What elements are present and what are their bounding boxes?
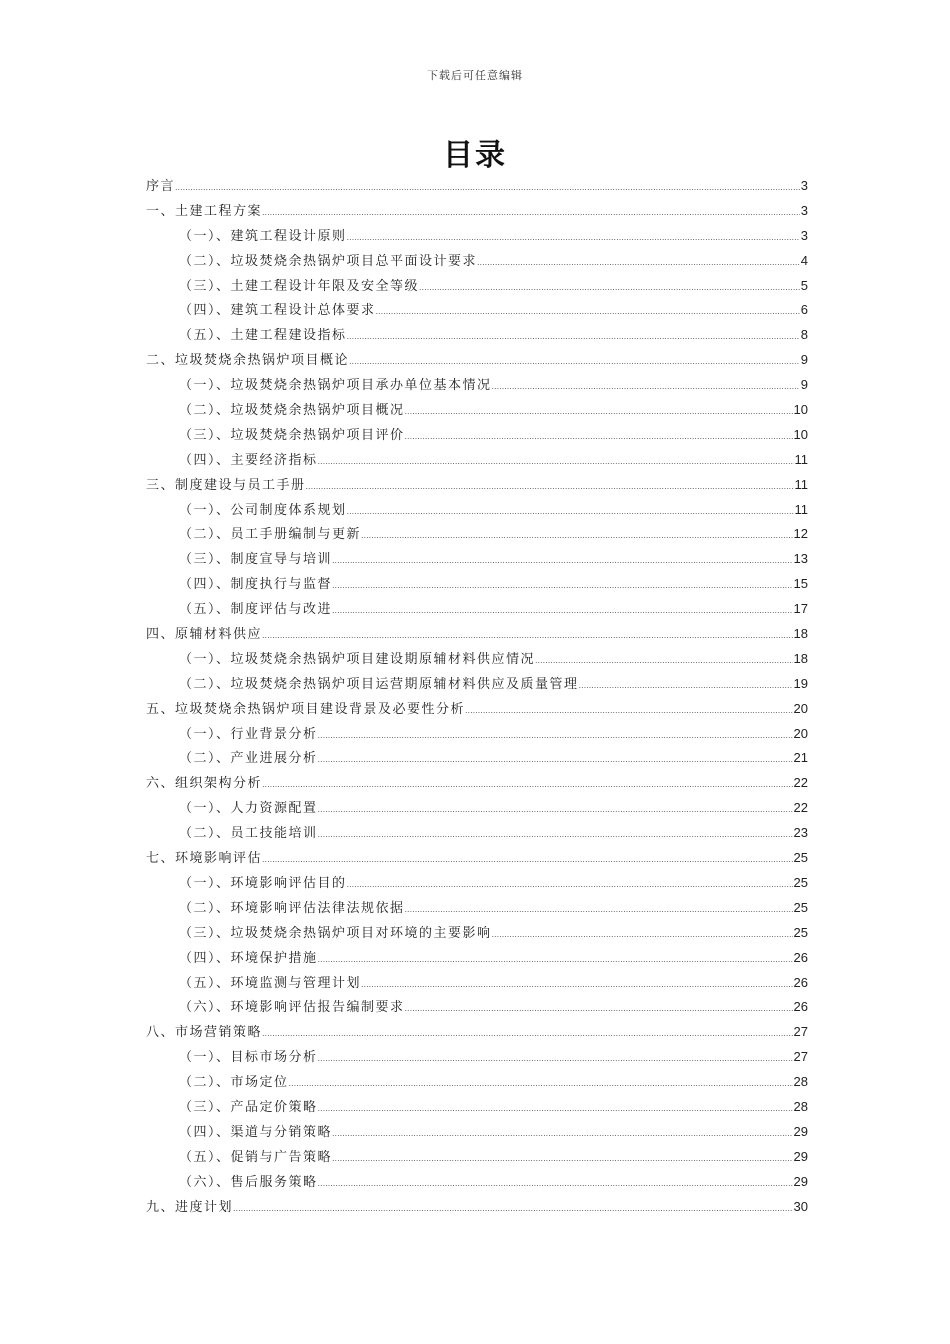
toc-dot-leader [465,699,793,724]
toc-entry-label: （三）、制度宣导与培训 [179,552,333,568]
toc-entry-page-number: 25 [793,874,808,890]
toc-dot-leader [262,848,793,873]
toc-entry-label: （五）、土建工程建设指标 [179,328,347,344]
toc-entry[interactable] [146,821,808,846]
toc-entry-page-number: 25 [793,924,808,940]
toc-dot-leader [349,350,800,375]
toc-dot-leader [318,948,793,973]
toc-entry-label: （五）、促销与广告策略 [179,1149,333,1165]
toc-entry[interactable] [146,224,808,249]
toc-entry-label: 九、进度计划 [146,1199,234,1215]
toc-dot-leader [376,300,800,325]
toc-entry[interactable] [146,846,808,871]
toc-entry-page-number: 25 [793,899,808,915]
toc-entry-page-number: 4 [800,252,808,268]
toc-entry-label: （五）、环境监测与管理计划 [179,975,362,991]
toc-dot-leader [405,997,793,1022]
toc-entry[interactable] [146,398,808,423]
toc-entry-page-number: 25 [793,850,808,866]
toc-entry[interactable] [146,522,808,547]
toc-dot-leader [318,450,794,475]
toc-entry-page-number: 20 [793,700,808,716]
toc-entry[interactable] [146,174,808,199]
toc-entry[interactable] [146,1070,808,1095]
toc-entry-label: （四）、建筑工程设计总体要求 [179,303,376,319]
toc-entry-page-number: 11 [794,476,808,492]
toc-dot-leader [419,276,800,301]
toc-entry-label: （二）、员工技能培训 [179,826,318,842]
toc-entry-page-number: 18 [793,650,808,666]
toc-dot-leader [318,1047,793,1072]
toc-dot-leader [535,649,793,674]
toc-dot-leader [318,798,793,823]
toc-entry-label: （四）、主要经济指标 [179,452,318,468]
toc-dot-leader [318,823,793,848]
toc-entry-page-number: 23 [793,825,808,841]
toc-entry-page-number: 3 [800,202,808,218]
toc-entry-label: （一）、建筑工程设计原则 [179,228,347,244]
toc-entry-page-number: 20 [793,725,808,741]
toc-dot-leader [405,400,793,425]
toc-dot-leader [289,1072,793,1097]
toc-entry-page-number: 28 [793,1098,808,1114]
toc-entry-page-number: 9 [800,352,808,368]
toc-entry-label: （二）、环境影响评估法律法规依据 [179,900,405,916]
toc-dot-leader [492,923,793,948]
page-title: 目录 [443,138,507,173]
toc-entry-label: 序言 [146,179,176,194]
toc-entry[interactable] [146,298,808,323]
toc-entry-page-number: 6 [800,302,808,318]
toc-entry[interactable] [146,647,808,672]
toc-entry-page-number: 19 [793,675,808,691]
toc-entry-label: 七、环境影响评估 [146,851,263,867]
toc-entry-label: （二）、垃圾焚烧余热锅炉项目运营期原辅材料供应及质量管理 [179,676,579,692]
toc-entry-label: （六）、环境影响评估报告编制要求 [179,1000,405,1016]
toc-dot-leader [332,599,793,624]
toc-entry-label: （四）、环境保护措施 [179,950,318,966]
toc-entry-label: （二）、垃圾焚烧余热锅炉项目概况 [179,403,405,419]
toc-entry-page-number: 17 [793,601,808,617]
toc-entry-page-number: 29 [793,1123,808,1139]
toc-entry-label: （五）、制度评估与改进 [179,602,333,618]
toc-entry[interactable] [146,622,808,647]
toc-dot-leader [318,1097,793,1122]
toc-entry[interactable] [146,971,808,996]
toc-dot-leader [347,325,800,350]
toc-dot-leader [347,873,793,898]
toc-dot-leader [262,201,800,226]
toc-entry[interactable] [146,921,808,946]
toc-entry[interactable] [146,697,808,722]
toc-entry-page-number: 3 [800,227,808,243]
toc-entry-page-number: 28 [793,1074,808,1090]
toc-entry[interactable] [146,995,808,1020]
toc-dot-leader [332,1122,793,1147]
toc-entry[interactable] [146,597,808,622]
toc-entry-page-number: 10 [793,402,808,418]
toc-entry[interactable] [146,672,808,697]
toc-entry-label: （一）、环境影响评估目的 [179,875,347,891]
toc-dot-leader [347,500,794,525]
toc-entry-label: （一）、人力资源配置 [179,801,318,817]
toc-entry-label: 二、垃圾焚烧余热锅炉项目概论 [146,353,350,369]
toc-entry[interactable] [146,1120,808,1145]
toc-entry-label: 五、垃圾焚烧余热锅炉项目建设背景及必要性分析 [146,701,466,717]
toc-entry-page-number: 13 [793,551,808,567]
toc-entry-page-number: 26 [793,999,808,1015]
toc-dot-leader [347,226,800,251]
toc-entry-label: （二）、市场定位 [179,1075,289,1091]
toc-entry[interactable] [146,547,808,572]
toc-entry[interactable] [146,1195,808,1220]
toc-dot-leader [579,674,793,699]
toc-entry[interactable] [146,473,808,498]
toc-entry-label: （二）、员工手册编制与更新 [179,527,362,543]
toc-entry-page-number: 12 [793,526,808,542]
toc-entry[interactable] [146,722,808,747]
toc-dot-leader [306,475,794,500]
toc-entry-label: （二）、产业进展分析 [179,751,318,767]
toc-entry-label: （四）、制度执行与监督 [179,577,333,593]
toc-entry-page-number: 18 [793,626,808,642]
toc-entry[interactable] [146,796,808,821]
toc-entry-page-number: 10 [793,426,808,442]
toc-entry-page-number: 27 [793,1024,808,1040]
toc-entry-label: 八、市场营销策略 [146,1025,263,1041]
toc-dot-leader [332,549,793,574]
toc-entry[interactable] [146,448,808,473]
toc-entry[interactable] [146,896,808,921]
toc-entry[interactable] [146,1095,808,1120]
toc-entry-page-number: 29 [793,1148,808,1164]
toc-entry[interactable] [146,1045,808,1070]
toc-entry[interactable] [146,871,808,896]
toc-entry-page-number: 29 [793,1173,808,1189]
toc-dot-leader [361,973,793,998]
toc-entry[interactable] [146,1020,808,1045]
toc-entry-label: （三）、土建工程设计年限及安全等级 [179,278,420,294]
toc-entry-label: （六）、售后服务策略 [179,1174,318,1190]
toc-entry-label: 三、制度建设与员工手册 [146,477,306,493]
toc-dot-leader [262,624,793,649]
toc-entry[interactable] [146,323,808,348]
toc-entry-label: （四）、渠道与分销策略 [179,1124,333,1140]
toc-entry-page-number: 27 [793,1049,808,1065]
toc-entry[interactable] [146,1145,808,1170]
toc-entry-page-number: 11 [794,451,808,467]
toc-dot-leader [318,748,793,773]
toc-entry-label: （三）、垃圾焚烧余热锅炉项目对环境的主要影响 [179,925,492,941]
toc-dot-leader [405,898,793,923]
toc-entry-page-number: 5 [800,277,808,293]
toc-dot-leader [175,176,800,201]
table-of-contents [146,174,808,1219]
toc-entry[interactable] [146,771,808,796]
toc-entry-label: 四、原辅材料供应 [146,627,263,643]
toc-entry-page-number: 8 [800,327,808,343]
toc-entry-page-number: 9 [800,377,808,393]
toc-entry-label: （一）、行业背景分析 [179,726,318,742]
toc-entry-label: 六、组织架构分析 [146,776,263,792]
toc-entry-page-number: 3 [800,178,808,193]
toc-entry-label: （二）、垃圾焚烧余热锅炉项目总平面设计要求 [179,253,478,269]
toc-entry-page-number: 15 [793,576,808,592]
toc-entry[interactable] [146,373,808,398]
toc-entry-page-number: 26 [793,974,808,990]
toc-entry[interactable] [146,746,808,771]
toc-entry-label: （一）、垃圾焚烧余热锅炉项目建设期原辅材料供应情况 [179,651,536,667]
toc-entry[interactable] [146,423,808,448]
toc-entry-page-number: 22 [793,775,808,791]
toc-entry[interactable] [146,1170,808,1195]
toc-entry-page-number: 26 [793,949,808,965]
toc-entry-label: （一）、公司制度体系规划 [179,502,347,518]
toc-dot-leader [318,1172,793,1197]
toc-entry-label: （一）、垃圾焚烧余热锅炉项目承办单位基本情况 [179,378,492,394]
toc-entry-page-number: 30 [793,1198,808,1214]
toc-dot-leader [477,251,800,276]
toc-dot-leader [318,724,793,749]
toc-entry[interactable] [146,274,808,299]
toc-entry[interactable] [146,946,808,971]
toc-dot-leader [361,524,793,549]
toc-entry-label: 一、土建工程方案 [146,203,263,219]
toc-dot-leader [332,574,793,599]
toc-entry-label: （三）、产品定价策略 [179,1099,318,1115]
page-header: 下载后可任意编辑 [427,69,523,82]
toc-entry-page-number: 22 [793,800,808,816]
toc-dot-leader [492,375,800,400]
toc-entry[interactable] [146,199,808,224]
toc-dot-leader [405,425,793,450]
toc-entry-page-number: 21 [793,750,808,766]
toc-entry-label: （三）、垃圾焚烧余热锅炉项目评价 [179,427,405,443]
toc-dot-leader [332,1147,793,1172]
toc-dot-leader [262,1022,793,1047]
toc-entry-label: （一）、目标市场分析 [179,1050,318,1066]
toc-entry[interactable] [146,249,808,274]
toc-entry[interactable] [146,572,808,597]
toc-entry-page-number: 11 [794,501,808,517]
toc-dot-leader [233,1197,793,1222]
toc-entry[interactable] [146,348,808,373]
toc-entry[interactable] [146,498,808,523]
toc-dot-leader [262,773,793,798]
